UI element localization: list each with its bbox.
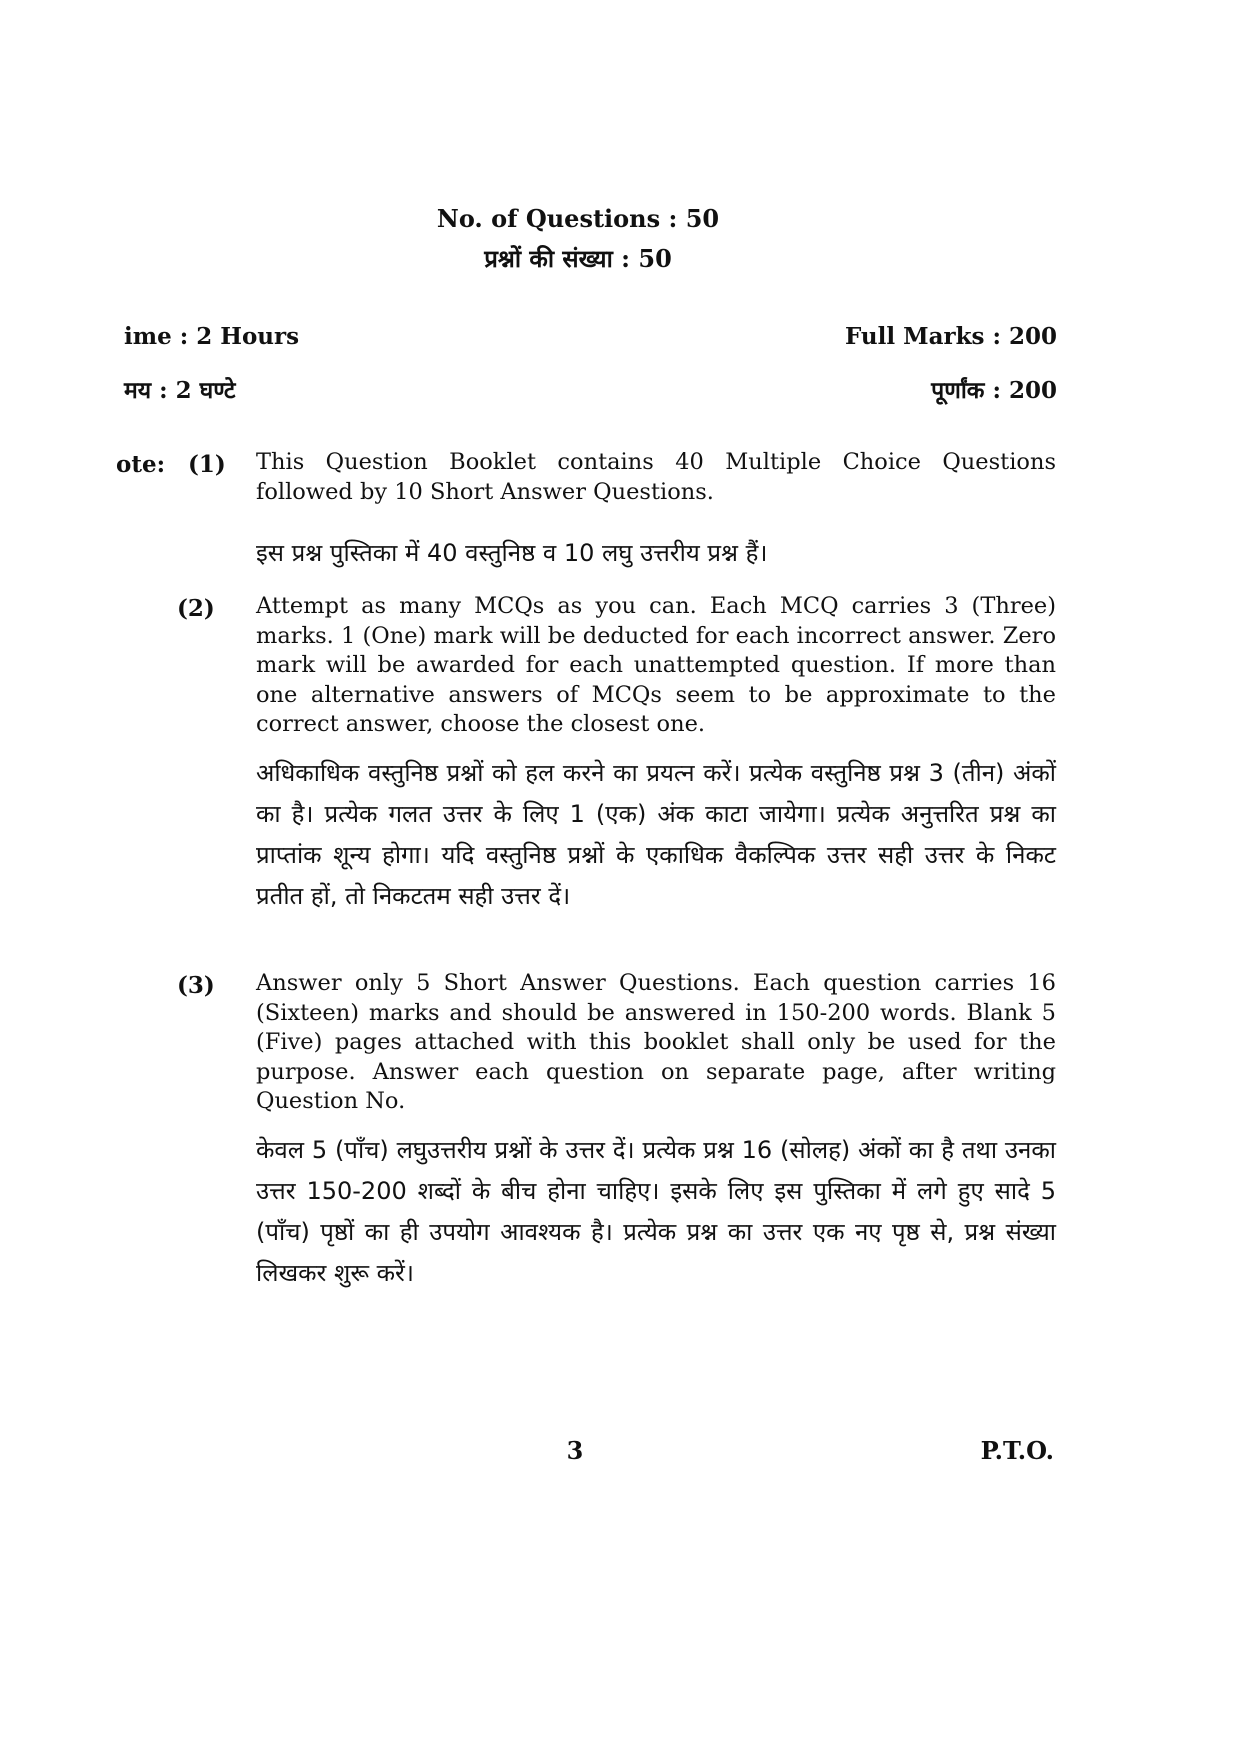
time-en: ime : 2 Hours (124, 323, 300, 350)
note-1-english: This Question Booklet contains 40 Multiple Choice Questions followed by 10 Short Answer Questions. (256, 449, 1056, 505)
time-hi: मय : 2 घण्टे (124, 377, 236, 404)
full-marks-en: Full Marks : 200 (844, 323, 1057, 350)
note-1-hindi: इस प्रश्न पुस्तिका में 40 वस्तुनिष्ठ व 10 लघु उत्तरीय प्रश्न हैं। (256, 539, 768, 567)
note-3-english: Answer only 5 Short Answer Questions. Each question carries 16 (Sixteen) marks and should be answered in 150-200 words. Blank 5 (Five) pages attached with this booklet shall only be used for the purpose. Answer each question on separate page, after writing Question No. (256, 970, 1056, 1114)
note-2-english: Attempt as many MCQs as you can. Each MCQ carries 3 (Three) marks. 1 (One) mark will be deducted for each incorrect answer. Zero mark will be awarded for each unattempted question. If more than one alternative answers of MCQs seem to be approximate to the correct answer, choose the closest one. (256, 593, 1056, 737)
note-number-2: (2) (177, 595, 215, 622)
full-marks-hi: पूर्णांक : 200 (931, 377, 1057, 404)
note-number-1: (1) (188, 451, 226, 478)
number-of-questions-hi: प्रश्नों की संख्या : 50 (484, 244, 672, 273)
note-3-hindi: केवल 5 (पाँच) लघुउत्तरीय प्रश्नों के उत्तर दें। प्रत्येक प्रश्न 16 (सोलह) अंकों का है तथा उनका उत्तर 150-200 शब्दों के बीच होना चाहिए। इसके लिए इस पुस्तिका में लगे हुए सादे 5 (पाँच) पृष्ठों का ही उपयोग आवश्यक है। प्रत्येक प्रश्न का उत्तर एक नए पृष्ठ से, प्रश्न संख्या लिखकर शुरू करें। (256, 1136, 1056, 1287)
number-of-questions-en: No. of Questions : 50 (436, 204, 720, 233)
note-label: ote: (116, 451, 166, 478)
note-2-hindi: अधिकाधिक वस्तुनिष्ठ प्रश्नों को हल करने का प्रयत्न करें। प्रत्येक वस्तुनिष्ठ प्रश्न 3 (तीन) अंकों का है। प्रत्येक गलत उत्तर के लिए 1 (एक) अंक काटा जायेगा। प्रत्येक अनुत्तरित प्रश्न का प्राप्तांक शून्य होगा। यदि वस्तुनिष्ठ प्रश्नों के एकाधिक वैकल्पिक उत्तर सही उत्तर के निकट प्रतीत हों, तो निकटतम सही उत्तर दें। (256, 759, 1056, 910)
please-turn-over: P.T.O. (980, 1436, 1054, 1465)
page-number: 3 (566, 1436, 584, 1465)
note-number-3: (3) (177, 972, 215, 999)
